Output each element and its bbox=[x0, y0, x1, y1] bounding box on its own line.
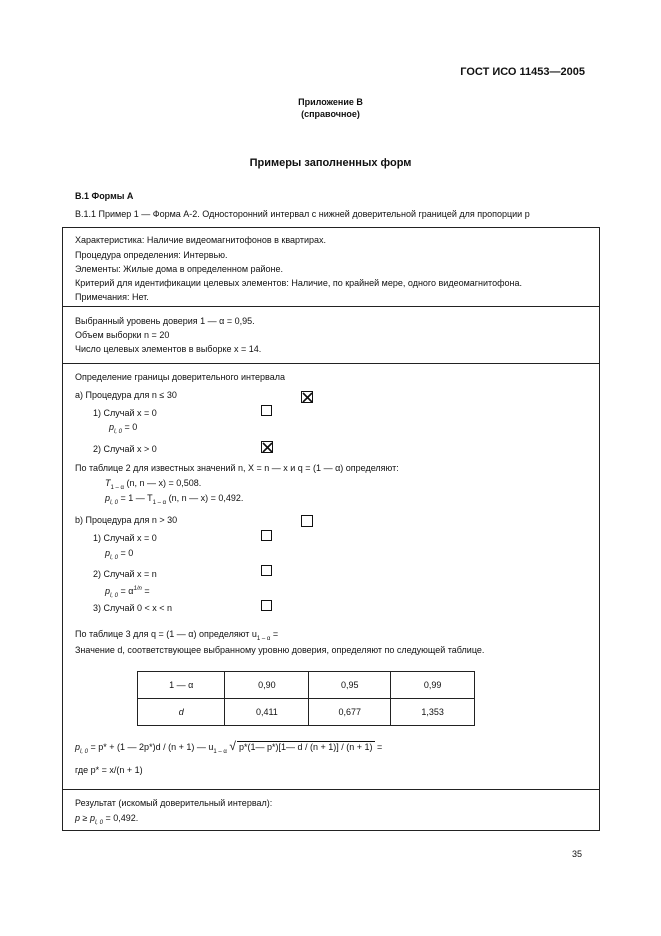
d-instruction: Значение d, соответствующее выбранному уровню доверия, определяют по следующей таблице. bbox=[75, 645, 485, 655]
document-id: ГОСТ ИСО 11453—2005 bbox=[460, 66, 585, 78]
characteristics-block bbox=[63, 228, 599, 307]
table-cell: 0,95 bbox=[309, 672, 391, 699]
table-cell: 0,411 bbox=[225, 699, 309, 726]
case-a1-label: 1) Случай x = 0 bbox=[93, 408, 157, 418]
procedure-b-label: b) Процедура для n > 30 bbox=[75, 515, 178, 525]
case-b2-checkbox[interactable] bbox=[261, 565, 272, 576]
case-b1-label: 1) Случай x = 0 bbox=[93, 533, 157, 543]
case-b1-checkbox[interactable] bbox=[261, 530, 272, 541]
appendix-subtitle: (справочное) bbox=[301, 109, 360, 119]
confidence-line: Выбранный уровень доверия 1 — α = 0,95. bbox=[75, 316, 255, 326]
table3-instruction: По таблице 3 для q = (1 — α) определяют $u_{1 - \alpha}$ = bbox=[75, 629, 279, 642]
case-b3-checkbox[interactable] bbox=[261, 600, 272, 611]
result-heading: Результат (искомый доверительный интервал): bbox=[75, 798, 273, 808]
procedure-a-label: a) Процедура для n ≤ 30 bbox=[75, 390, 177, 400]
boundary-block bbox=[63, 364, 599, 790]
case-a1-value: $p_{l, 0} = 0$ bbox=[109, 422, 138, 435]
table-cell: d bbox=[138, 699, 225, 726]
target-count-line: Число целевых элементов в выборке x = 14. bbox=[75, 344, 262, 354]
cross-icon bbox=[302, 392, 314, 404]
page-number: 35 bbox=[571, 849, 582, 859]
case-b2-value: $p_{l, 0} = \alpha^{1/n}$ = bbox=[105, 586, 150, 599]
p-value-line: $p_{l, 0} = 1$ — $T_{1 - \alpha}$ (n, n — x) = 0,492. bbox=[105, 493, 244, 506]
table-cell: 0,677 bbox=[309, 699, 391, 726]
boundary-heading: Определение границы доверительного интервала bbox=[75, 372, 286, 382]
form-frame bbox=[62, 227, 600, 831]
procedure-line: Процедура определения: Интервью. bbox=[75, 250, 228, 260]
table-cell: 0,99 bbox=[391, 672, 475, 699]
example-caption: В.1.1 Пример 1 — Форма А-2. Односторонний интервал с нижней доверительной границей для пропорции p bbox=[75, 209, 530, 219]
where-line: где p* = x/(n + 1) bbox=[75, 765, 143, 775]
notes-line: Примечания: Нет. bbox=[75, 292, 149, 302]
table-cell: 0,90 bbox=[225, 672, 309, 699]
elements-line: Элементы: Жилые дома в определенном районе. bbox=[75, 264, 284, 274]
case-b3-label: 3) Случай 0 < x < n bbox=[93, 603, 173, 613]
section-title: Примеры заполненных форм bbox=[249, 157, 412, 169]
case-b2-label: 2) Случай x = n bbox=[93, 569, 157, 579]
table-row bbox=[138, 672, 475, 699]
characteristic-line: Характеристика: Наличие видеомагнитофонов в квартирах. bbox=[75, 235, 327, 245]
case-a1-checkbox[interactable] bbox=[261, 405, 272, 416]
t-value-line: $T_{1 - \alpha}$ (n, n — x) = 0,508. bbox=[105, 478, 202, 491]
criterion-line: Критерий для идентификации целевых элементов: Наличие, по крайней мере, одного видеомагнитофона. bbox=[75, 278, 522, 288]
case-a2-label: 2) Случай x > 0 bbox=[93, 444, 157, 454]
result-block bbox=[63, 790, 599, 830]
table2-instruction: По таблице 2 для известных значений n, X = n — x и q = (1 — α) определяют: bbox=[75, 463, 399, 473]
table-cell: 1,353 bbox=[391, 699, 475, 726]
d-value-table bbox=[137, 671, 475, 726]
table-cell: 1 — α bbox=[138, 672, 225, 699]
table-row bbox=[138, 699, 475, 726]
case-b1-value: $p_{l, 0} = 0$ bbox=[105, 548, 134, 561]
formula-line: $p_{l, 0} = p* + (1$ — 2p*)d / (n + 1) — $u_{1 - \alpha}$ √ p*(1— p*)[1— d / (n + 1)] / (n + 1) = bbox=[75, 739, 383, 755]
parameters-block bbox=[63, 307, 599, 364]
cross-icon bbox=[262, 442, 274, 454]
case-a2-checkbox[interactable] bbox=[261, 441, 273, 453]
procedure-b-checkbox[interactable] bbox=[301, 515, 313, 527]
procedure-a-checkbox[interactable] bbox=[301, 391, 313, 403]
appendix-title: Приложение В bbox=[298, 97, 363, 107]
subsection-heading: В.1 Формы А bbox=[75, 191, 134, 201]
result-value: $p \ge p_{l, 0} = 0,492$. bbox=[75, 813, 139, 826]
sample-size-line: Объем выборки n = 20 bbox=[75, 330, 170, 340]
